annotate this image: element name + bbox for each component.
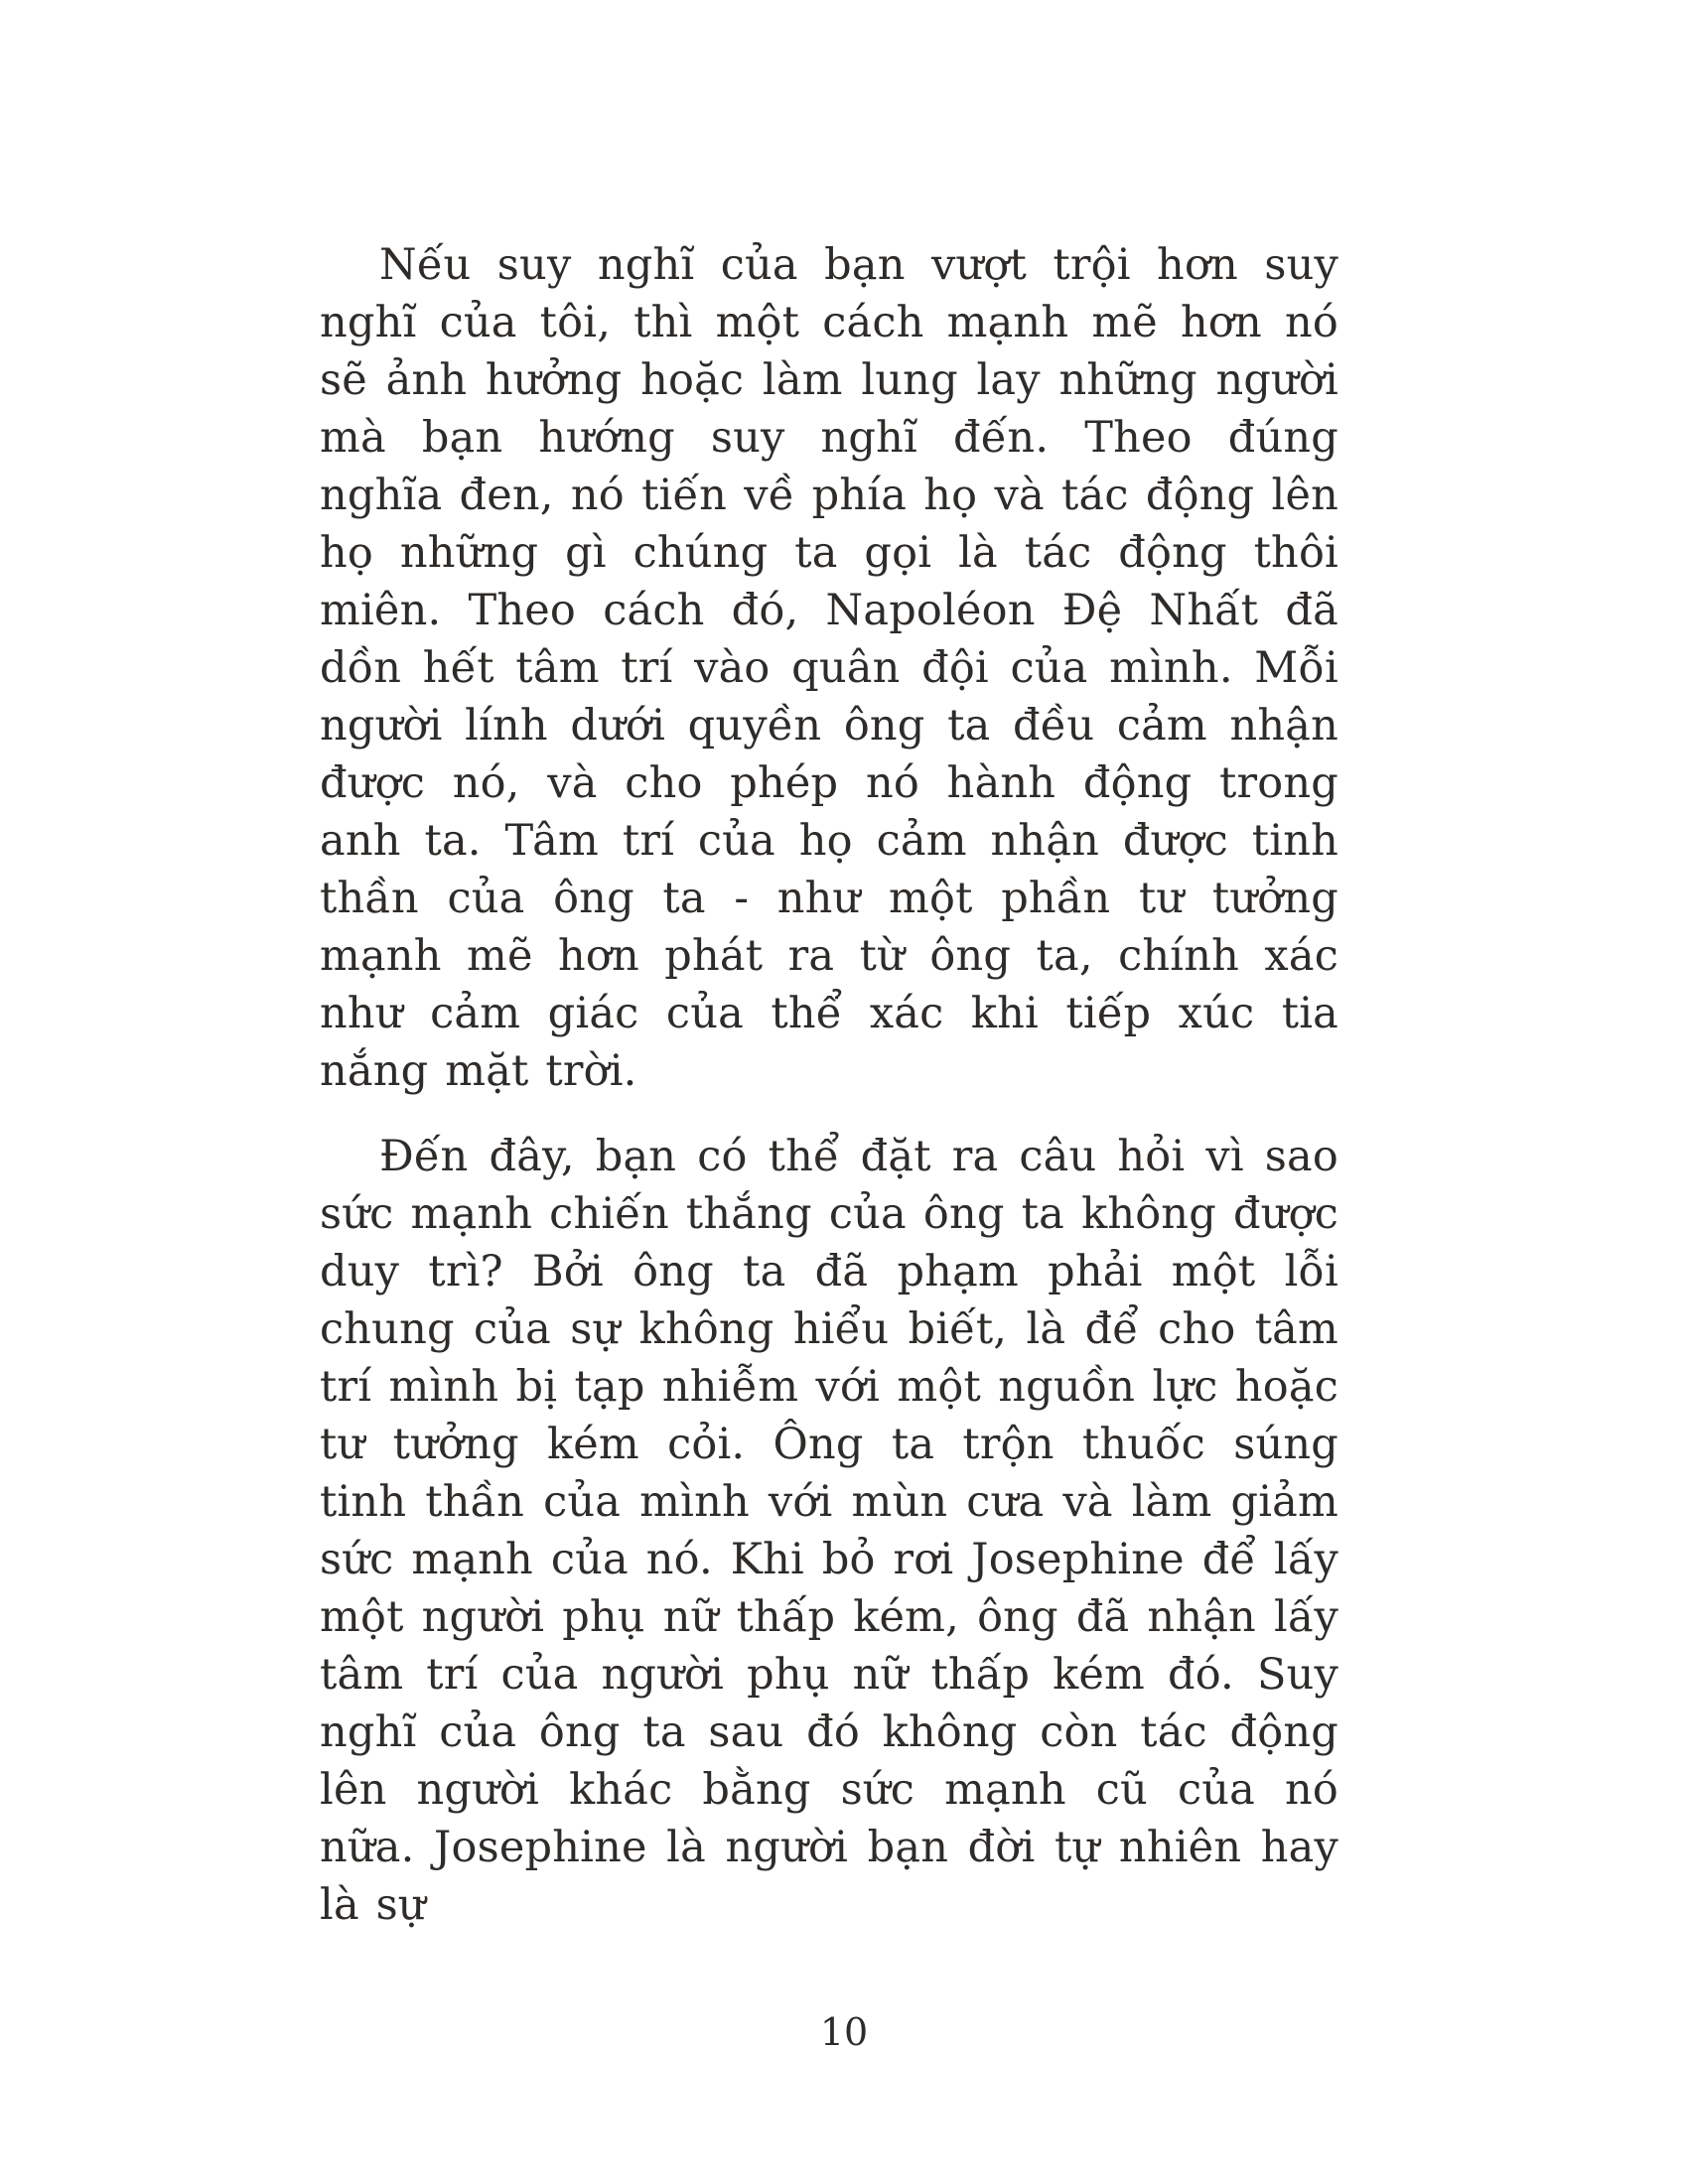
- paragraph-2: Đến đây, bạn có thể đặt ra câu hỏi vì sao sức mạnh chiến thắng của ông ta không được duy trì? Bởi ông ta đã phạm phải một lỗi chung của sự không hiểu biết, là để cho tâm trí mình bị tạp nhiễm với một nguồn lực hoặc tư tưởng kém cỏi. Ông ta trộn thuốc súng tinh thần của mình với mùn cưa và làm giảm sức mạnh của nó. Khi bỏ rơi Josephine để lấy một người phụ nữ thấp kém, ông đã nhận lấy tâm trí của người phụ nữ thấp kém đó. Suy nghĩ của ông ta sau đó không còn tác động lên người khác bằng sức mạnh cũ của nó nữa. Josephine là người bạn đời tự nhiên hay là sự: [320, 1132, 1338, 1930]
- page-number: 10: [819, 2010, 869, 2054]
- body-text: [320, 236, 1338, 1934]
- page-footer: [0, 2010, 1688, 2054]
- paragraph-1: Nếu suy nghĩ của bạn vượt trội hơn suy nghĩ của tôi, thì một cách mạnh mẽ hơn nó sẽ ảnh hưởng hoặc làm lung lay những người mà bạn hướng suy nghĩ đến. Theo đúng nghĩa đen, nó tiến về phía họ và tác động lên họ những gì chúng ta gọi là tác động thôi miên. Theo cách đó, Napoléon Đệ Nhất đã dồn hết tâm trí vào quân đội của mình. Mỗi người lính dưới quyền ông ta đều cảm nhận được nó, và cho phép nó hành động trong anh ta. Tâm trí của họ cảm nhận được tinh thần của ông ta - như một phần tư tưởng mạnh mẽ hơn phát ra từ ông ta, chính xác như cảm giác của thể xác khi tiếp xúc tia nắng mặt trời.: [320, 240, 1338, 1096]
